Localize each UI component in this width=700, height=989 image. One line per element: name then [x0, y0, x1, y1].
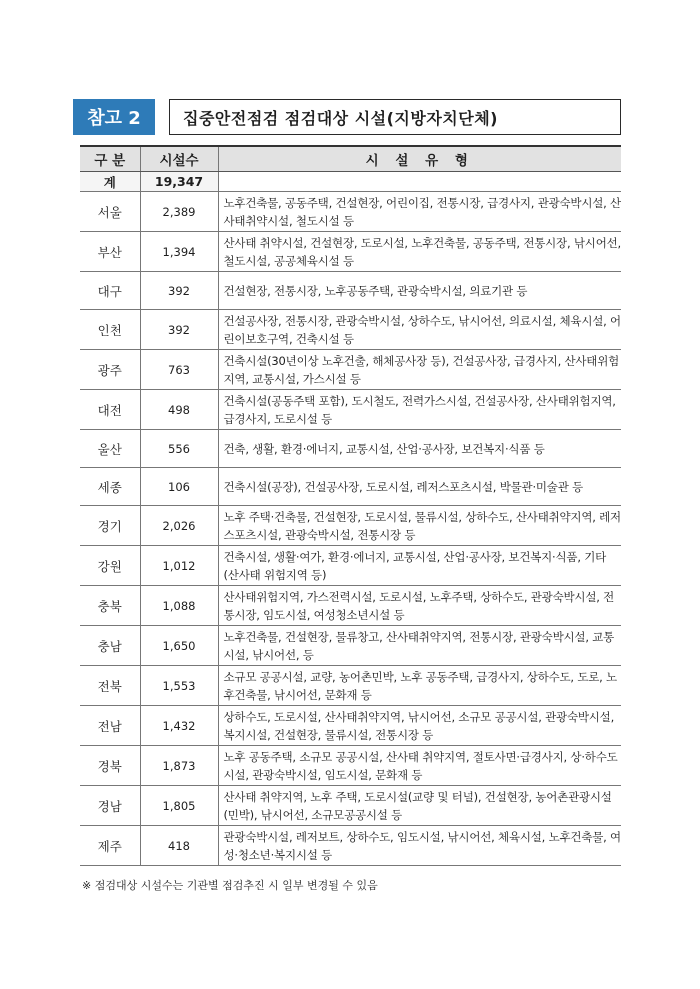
table-row [80, 192, 621, 232]
header-count: 시설수 [140, 146, 218, 172]
count-cell: 1,432 [140, 706, 218, 746]
count-cell: 1,553 [140, 666, 218, 706]
facility-types-cell: 노후 공동주택, 소규모 공공시설, 산사태 취약지역, 절토사면·급경사지, 상·하수도시설, 관광숙박시설, 임도시설, 문화재 등 [218, 746, 621, 786]
region-cell: 전북 [80, 666, 140, 706]
page-title: 집중안전점검 점검대상 시설(지방자치단체) [169, 99, 621, 135]
count-cell: 763 [140, 350, 218, 390]
table-row [80, 232, 621, 272]
facility-types-cell: 건축, 생활, 환경·에너지, 교통시설, 산업·공사장, 보건복지·식품 등 [218, 430, 621, 468]
table-row [80, 786, 621, 826]
count-cell: 106 [140, 468, 218, 506]
reference-badge: 참고 2 [73, 99, 155, 135]
table-row [80, 586, 621, 626]
count-cell: 392 [140, 310, 218, 350]
count-cell: 498 [140, 390, 218, 430]
count-cell: 556 [140, 430, 218, 468]
reference-header [73, 99, 621, 135]
region-cell: 경남 [80, 786, 140, 826]
total-label: 계 [80, 172, 140, 192]
table-row [80, 546, 621, 586]
region-cell: 부산 [80, 232, 140, 272]
count-cell: 1,088 [140, 586, 218, 626]
header-types: 시 설 유 형 [218, 146, 621, 172]
table-row [80, 506, 621, 546]
region-cell: 대전 [80, 390, 140, 430]
region-cell: 경북 [80, 746, 140, 786]
region-cell: 강원 [80, 546, 140, 586]
facility-types-cell: 소규모 공공시설, 교량, 농어촌민박, 노후 공동주택, 급경사지, 상하수도, 도로, 노후건축물, 낚시어선, 문화재 등 [218, 666, 621, 706]
facility-table [80, 145, 621, 866]
count-cell: 1,805 [140, 786, 218, 826]
region-cell: 제주 [80, 826, 140, 866]
facility-types-cell: 노후건축물, 건설현장, 물류창고, 산사태취약지역, 전통시장, 관광숙박시설, 교통시설, 낚시어선, 등 [218, 626, 621, 666]
facility-types-cell: 건설현장, 전통시장, 노후공동주택, 관광숙박시설, 의료기관 등 [218, 272, 621, 310]
count-cell: 1,012 [140, 546, 218, 586]
table-row [80, 310, 621, 350]
table-row [80, 666, 621, 706]
region-cell: 전남 [80, 706, 140, 746]
region-cell: 세종 [80, 468, 140, 506]
region-cell: 인천 [80, 310, 140, 350]
table-row [80, 746, 621, 786]
total-count: 19,347 [140, 172, 218, 192]
count-cell: 418 [140, 826, 218, 866]
count-cell: 392 [140, 272, 218, 310]
region-cell: 광주 [80, 350, 140, 390]
facility-types-cell: 관광숙박시설, 레저보트, 상하수도, 임도시설, 낚시어선, 체육시설, 노후건축물, 여성·청소년·복지시설 등 [218, 826, 621, 866]
facility-table-container [80, 145, 621, 866]
table-row [80, 826, 621, 866]
count-cell: 2,389 [140, 192, 218, 232]
region-cell: 서울 [80, 192, 140, 232]
facility-types-cell: 건축시설(30년이상 노후건출, 해체공사장 등), 건설공사장, 급경사지, 산사태위험지역, 교통시설, 가스시설 등 [218, 350, 621, 390]
header-region: 구 분 [80, 146, 140, 172]
region-cell: 울산 [80, 430, 140, 468]
table-row [80, 626, 621, 666]
facility-types-cell: 건축시설, 생활·여가, 환경·에너지, 교통시설, 산업·공사장, 보건복지·식품, 기타(산사태 위험지역 등) [218, 546, 621, 586]
count-cell: 1,650 [140, 626, 218, 666]
facility-types-cell: 노후건축물, 공동주택, 건설현장, 어린이집, 전통시장, 급경사지, 관광숙박시설, 산사태취약시설, 철도시설 등 [218, 192, 621, 232]
facility-types-cell: 건축시설(공장), 건설공사장, 도로시설, 레저스포츠시설, 박물관·미술관 등 [218, 468, 621, 506]
facility-types-cell: 산사태 취약지역, 노후 주택, 도로시설(교량 및 터널), 건설현장, 농어촌관광시설(민박), 낚시어선, 소규모공공시설 등 [218, 786, 621, 826]
footnote: ※ 점검대상 시설수는 기관별 점검추진 시 일부 변경될 수 있음 [82, 879, 378, 892]
table-row [80, 430, 621, 468]
table-row [80, 272, 621, 310]
total-types [218, 172, 621, 192]
table-row [80, 706, 621, 746]
region-cell: 경기 [80, 506, 140, 546]
facility-types-cell: 상하수도, 도로시설, 산사태취약지역, 낚시어선, 소규모 공공시설, 관광숙박시설, 복지시설, 건설현장, 물류시설, 전통시장 등 [218, 706, 621, 746]
count-cell: 1,394 [140, 232, 218, 272]
table-row [80, 468, 621, 506]
facility-types-cell: 건축시설(공동주택 포함), 도시철도, 전력가스시설, 건설공사장, 산사태위험지역, 급경사지, 도로시설 등 [218, 390, 621, 430]
facility-types-cell: 산사태위험지역, 가스전력시설, 도로시설, 노후주택, 상하수도, 관광숙박시설, 전통시장, 임도시설, 여성청소년시설 등 [218, 586, 621, 626]
count-cell: 2,026 [140, 506, 218, 546]
table-header-row [80, 146, 621, 172]
facility-types-cell: 노후 주택·건축물, 건설현장, 도로시설, 물류시설, 상하수도, 산사태취약지역, 레저스포츠시설, 관광숙박시설, 전통시장 등 [218, 506, 621, 546]
region-cell: 대구 [80, 272, 140, 310]
facility-types-cell: 산사태 취약시설, 건설현장, 도로시설, 노후건축물, 공동주택, 전통시장, 낚시어선, 철도시설, 공공체육시설 등 [218, 232, 621, 272]
table-row [80, 390, 621, 430]
region-cell: 충남 [80, 626, 140, 666]
count-cell: 1,873 [140, 746, 218, 786]
table-row [80, 350, 621, 390]
total-row [80, 172, 621, 192]
facility-types-cell: 건설공사장, 전통시장, 관광숙박시설, 상하수도, 낚시어선, 의료시설, 체육시설, 어린이보호구역, 건축시설 등 [218, 310, 621, 350]
region-cell: 충북 [80, 586, 140, 626]
